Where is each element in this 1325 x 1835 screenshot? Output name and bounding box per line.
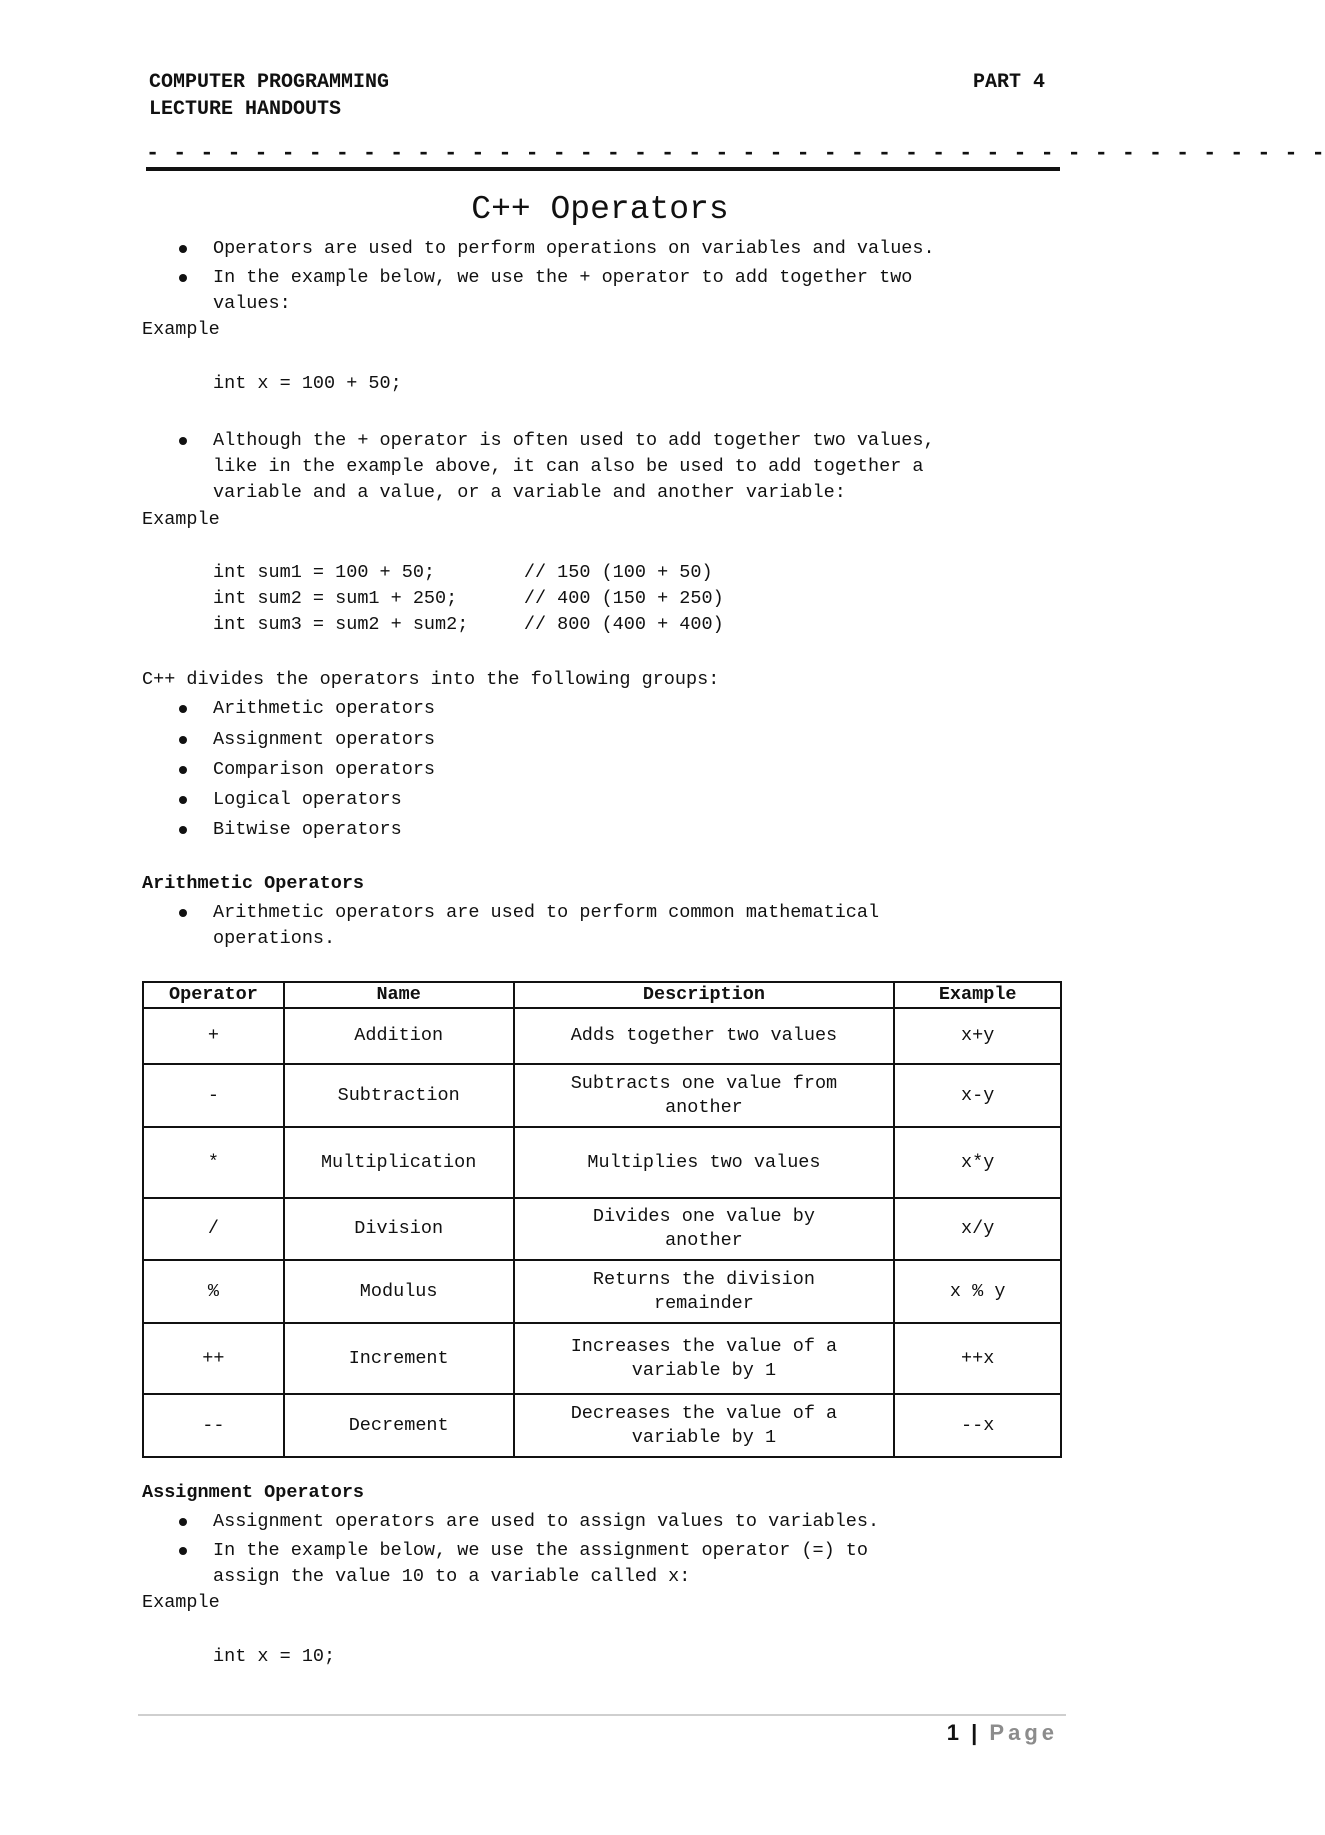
code-line-2: int sum2 = sum1 + 250; // 400 (150 + 250): [213, 588, 724, 609]
cell-operator: *: [143, 1127, 284, 1198]
arithmetic-bullet-line-1: Arithmetic operators are used to perform common mathematical: [213, 900, 879, 926]
section2-bullet-line-3: variable and a value, or a variable and another variable:: [213, 482, 846, 503]
assignment-bullet-2-line-1: In the example below, we use the assignment operator (=) to: [213, 1538, 868, 1564]
cell-description-line-1: Increases the value of a: [570, 1335, 838, 1357]
cell-description-line-1: Adds together two values: [570, 1025, 838, 1046]
groups-intro: C++ divides the operators into the following groups:: [142, 669, 720, 690]
group-item: Assignment operators: [213, 727, 435, 753]
footer-rule: [138, 1714, 1066, 1716]
cell-description: [514, 1008, 895, 1064]
cell-operator: +: [143, 1008, 284, 1064]
column-header-example: Example: [894, 982, 1061, 1008]
assignment-heading: Assignment Operators: [142, 1482, 365, 1503]
group-item: Logical operators: [213, 787, 402, 813]
cell-description-line-2: variable by 1: [631, 1426, 777, 1448]
cell-description: [514, 1323, 895, 1394]
cell-example: x % y: [894, 1260, 1061, 1323]
cell-description-line-1: Decreases the value of a: [570, 1402, 838, 1424]
intro-bullet-2-line-1: In the example below, we use the + operator to add together two: [213, 265, 912, 291]
page-separator: |: [971, 1720, 978, 1745]
arithmetic-bullet-line-2: operations.: [213, 928, 336, 949]
table-row: [143, 1008, 1061, 1064]
cell-example: x+y: [894, 1008, 1061, 1064]
cell-name: Subtraction: [284, 1064, 514, 1127]
assignment-bullet-1: Assignment operators are used to assign values to variables.: [213, 1509, 879, 1535]
cell-name: Multiplication: [284, 1127, 514, 1198]
example-label-3: Example: [142, 1592, 220, 1613]
table-row: [143, 1323, 1061, 1394]
header-left: [149, 69, 389, 123]
table-row: [143, 1394, 1061, 1457]
cell-description-line-2: another: [665, 1096, 743, 1118]
example-label-2: Example: [142, 509, 220, 530]
cell-description-line-1: Returns the division: [592, 1268, 815, 1290]
code-example-3: int x = 10;: [213, 1646, 336, 1667]
column-header-name: Name: [284, 982, 514, 1008]
cell-example: x/y: [894, 1198, 1061, 1260]
section2-bullet-line-1: Although the + operator is often used to add together two values,: [213, 428, 935, 454]
header-rule: [146, 167, 1060, 171]
cell-operator: %: [143, 1260, 284, 1323]
page-number: 1: [946, 1720, 959, 1745]
table-row: [143, 1260, 1061, 1323]
group-item: Bitwise operators: [213, 817, 402, 843]
column-header-description: Description: [514, 982, 895, 1008]
cell-description: [514, 1394, 895, 1457]
cell-description: [514, 1064, 895, 1127]
group-item: Comparison operators: [213, 757, 435, 783]
arithmetic-heading: Arithmetic Operators: [142, 873, 365, 894]
table-row: [143, 1064, 1061, 1127]
assignment-bullet-2-line-2: assign the value 10 to a variable called x:: [213, 1566, 691, 1587]
cell-description-line-2: remainder: [653, 1292, 754, 1314]
table-header-row: [143, 982, 1061, 1008]
cell-operator: -: [143, 1064, 284, 1127]
cell-description-line-1: Divides one value by: [592, 1206, 815, 1227]
cell-name: Modulus: [284, 1260, 514, 1323]
cell-example: x-y: [894, 1064, 1061, 1127]
cell-description: [514, 1127, 895, 1198]
cell-description-line-2: another: [665, 1230, 743, 1251]
intro-bullet-1: Operators are used to perform operations on variables and values.: [213, 236, 935, 262]
group-item: Arithmetic operators: [213, 696, 435, 722]
header-course-title: COMPUTER PROGRAMMING: [149, 71, 390, 94]
cell-operator: /: [143, 1198, 284, 1260]
code-example-1: int x = 100 + 50;: [213, 373, 402, 394]
cell-name: Increment: [284, 1323, 514, 1394]
column-header-operator: Operator: [143, 982, 284, 1008]
cell-description-line-1: Multiplies two values: [587, 1151, 821, 1173]
cell-description: [514, 1260, 895, 1323]
header-subtitle: LECTURE HANDOUTS: [149, 98, 342, 121]
intro-bullet-2-line-2: values:: [213, 293, 291, 314]
cell-example: ++x: [894, 1323, 1061, 1394]
cell-name: Addition: [284, 1008, 514, 1064]
cell-description-line-2: variable by 1: [631, 1359, 777, 1381]
cell-example: --x: [894, 1394, 1061, 1457]
example-label-1: Example: [142, 319, 220, 340]
cell-example: x*y: [894, 1127, 1061, 1198]
section2-bullet-line-2: like in the example above, it can also be used to add together a: [213, 456, 924, 477]
page-label: Page: [989, 1720, 1058, 1745]
cell-description: [514, 1198, 895, 1260]
table-row: [143, 1198, 1061, 1260]
code-line-3: int sum3 = sum2 + sum2; // 800 (400 + 400): [213, 614, 724, 635]
table-row: [143, 1127, 1061, 1198]
cell-name: Division: [284, 1198, 514, 1260]
code-line-1: int sum1 = 100 + 50; // 150 (100 + 50): [213, 562, 713, 583]
cell-operator: --: [143, 1394, 284, 1457]
page-title: C++ Operators: [471, 191, 729, 228]
page-footer: [947, 1718, 1058, 1748]
cell-name: Decrement: [284, 1394, 514, 1457]
header-dash-line: - - - - - - - - - - - - - - - - - - - - - - - - - - - - - - - - - - - - - - - - - - - -: [146, 141, 1325, 166]
arithmetic-operators-table: [142, 981, 1062, 1458]
cell-description-line-1: Subtracts one value from: [570, 1072, 838, 1094]
cell-operator: ++: [143, 1323, 284, 1394]
header-part-label: PART 4: [972, 71, 1045, 94]
